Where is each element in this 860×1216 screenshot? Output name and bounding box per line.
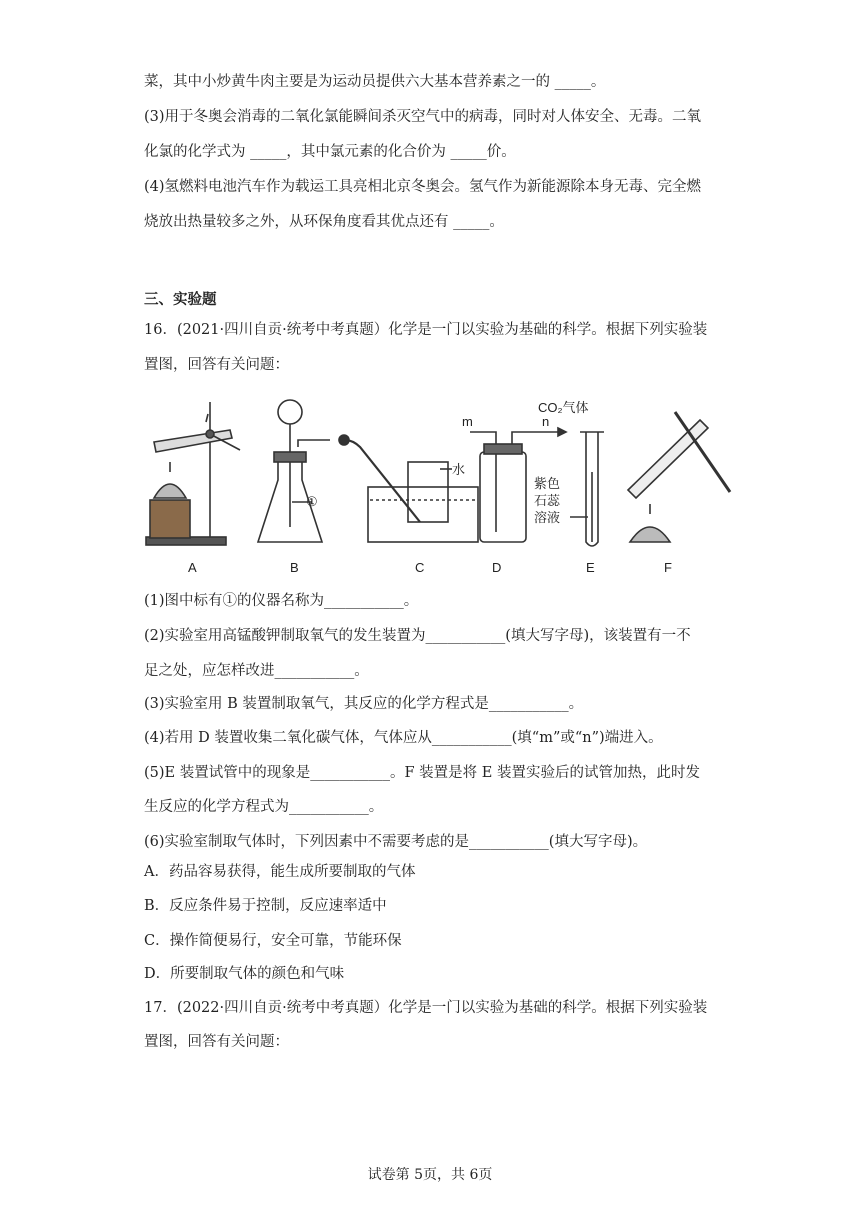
apparatus-c [339,435,478,542]
n-label: n [542,414,550,429]
text-line: 烧放出热量较多之外，从环保角度看其优点还有 _____。 [144,214,504,230]
figure-label-f: F [664,560,672,575]
apparatus-b [258,400,330,542]
apparatus-figure [140,392,740,582]
question-16-part: 生反应的化学方程式为___________。 [144,799,384,815]
figure-label-b: B [290,560,299,575]
text-line: (4)氢燃料电池汽车作为载运工具亮相北京冬奥会。氢气作为新能源除本身无毒、完全燃 [144,179,702,195]
figure-label-d: D [492,560,502,575]
question-16-part: (4)若用 D 装置收集二氧化碳气体，气体应从___________(填“m”或“n”)端进入。 [144,730,663,746]
page-footer: 试卷第 5页，共 6页 [367,1167,493,1183]
figure-label-e: E [586,560,595,575]
question-17-stem: 置图，回答有关问题： [144,1034,289,1050]
figure-label-a: A [188,560,197,575]
text-line: (3)用于冬奥会消毒的二氧化氯能瞬间杀灭空气中的病毒，同时对人体安全、无毒。二氧 [144,109,702,125]
figure-label-c: C [415,560,425,575]
apparatus-d [470,432,540,542]
litmus-label-3: 溶液 [534,510,561,525]
apparatus-a [146,402,240,545]
question-16-part: (1)图中标有①的仪器名称为___________。 [144,593,419,609]
section-title: 三、实验题 [144,292,217,308]
question-16-part: (6)实验室制取气体时，下列因素中不需要考虑的是___________(填大写字母)。 [144,834,648,850]
question-16-part: (5)E 装置试管中的现象是___________。F 装置是将 E 装置实验后的试管加热，此时发 [144,765,700,781]
question-16-stem: 置图，回答有关问题： [144,357,289,373]
circle-mark-label: ① [306,494,318,509]
litmus-label-1: 紫色 [534,476,561,491]
question-16-part: (3)实验室用 B 装置制取氧气，其反应的化学方程式是___________。 [144,696,584,712]
question-17-stem: 17．(2022·四川自贡·统考中考真题）化学是一门以实验为基础的科学。根据下列实验装 [144,1000,708,1016]
apparatus-f [628,412,730,542]
option-d: D．所要制取气体的颜色和气味 [144,966,345,982]
co2-label: CO₂气体 [538,400,589,415]
litmus-label-2: 石蕊 [534,493,561,508]
text-line: 菜，其中小炒黄牛肉主要是为运动员提供六大基本营养素之一的 _____。 [144,74,606,90]
question-16-part: (2)实验室用高锰酸钾制取氧气的发生装置为___________(填大写字母)，该装置有一不 [144,628,691,644]
question-16-part: 足之处，应怎样改进___________。 [144,663,369,679]
water-label: 水 [452,462,466,477]
option-c: C．操作简便易行，安全可靠，节能环保 [144,933,402,949]
option-b: B．反应条件易于控制，反应速率适中 [144,898,387,914]
option-a: A．药品容易获得，能生成所要制取的气体 [144,864,416,880]
m-label: m [462,414,473,429]
question-16-stem: 16．(2021·四川自贡·统考中考真题）化学是一门以实验为基础的科学。根据下列实验装 [144,322,708,338]
text-line: 化氯的化学式为 _____，其中氯元素的化合价为 _____价。 [144,144,516,160]
